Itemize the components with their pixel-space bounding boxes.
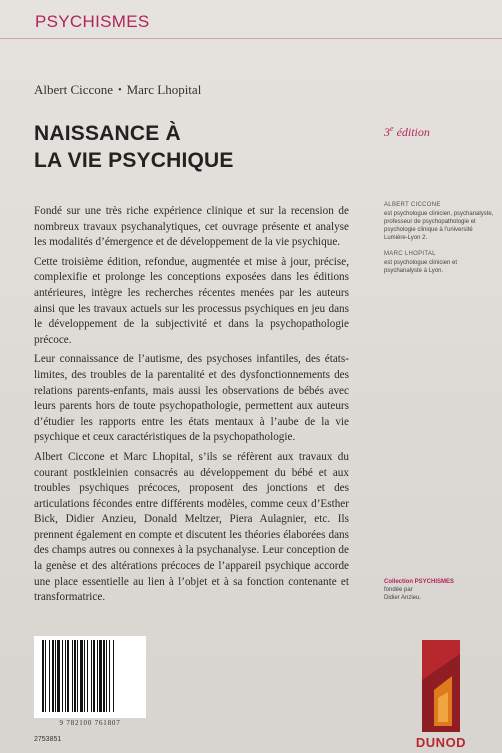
series-divider — [0, 38, 502, 39]
bio-description: est psychologue clinicien, psychanalyste, professeur de psychopathologie et psychologie clinique à l’université Lumière-Lyon 2. — [384, 211, 494, 241]
book-title — [34, 120, 234, 174]
barcode — [34, 636, 146, 718]
title-line-1: NAISSANCE À — [34, 122, 181, 145]
bio-description: est psychologue clinicien et psychanalyste à Lyon. — [384, 260, 458, 274]
title-line-2: LA VIE PSYCHIQUE — [34, 149, 234, 172]
barcode-bars — [40, 640, 140, 714]
reference-code: 2753851 — [34, 736, 62, 743]
edition-suffix: e — [390, 124, 394, 133]
author-bios — [384, 201, 494, 283]
edition-word: édition — [393, 125, 430, 139]
collection-label: Collection PSYCHISMES — [384, 579, 455, 585]
blurb-paragraph: Cette troisième édition, refondue, augmentée et mise à jour, précise, complexifie et prolonge les conceptions exposées dans les éditions antérieures, intègre les recherches récentes menées par les auteurs ainsi que les travaux actuels sur les processus psychiques en jeu dans le développement de la subjectivité et dans la psychopathologie précoce. — [34, 255, 349, 346]
collection-info — [384, 578, 494, 602]
barcode-number: 9 782100 761807 — [59, 719, 121, 727]
blurb-paragraph: Fondé sur une très riche expérience clinique et sur la recension de nombreux travaux psychanalytiques, cet ouvrage présente et analyse les modalités d’émergence et de développement de la vie psychique. — [34, 205, 349, 249]
edition-number: 3 — [384, 125, 390, 139]
series-name: PSYCHISMES — [35, 12, 150, 31]
blurb-paragraph: Albert Ciccone et Marc Lhopital, s’ils se réfèrent aux travaux du courant postkleinien consacrés au développement du bébé et aux troubles psychiques précoces, proposent des jonctions et des articulations fécondes entre différents modèles, comme ceux d’Esther Bick, Didier Anzieu, Donald Meltzer, Piera Aulagnier, etc. Ils prennent également en compte et discutent les théories élaborées dans des champs autres ou connexes à la psychanalyse. Leur conception de la genèse et des altérations précoces de l’appareil psychique accorde une place essentielle au lien à l’objet et à sa fonction contenante et transformatrice. — [34, 450, 349, 604]
blurb — [34, 204, 349, 610]
blurb-paragraph: Leur connaissance de l’autisme, des psychoses infantiles, des états-limites, des troubles de la parentalité et des dysfonctionnements des relations parents-enfants, mais aussi les observations de bébés avec leurs parents hors de toute psychopathologie, permettent aux auteurs d’étudier les rapports entre les états mentaux à l’aube de la vie psychique et ceux caractéristiques de la psychopathologie. — [34, 353, 349, 444]
edition-label — [384, 124, 430, 140]
collection-founded: fondée par — [384, 587, 413, 593]
author-separator: • — [118, 85, 122, 96]
publisher-name: DUNOD — [415, 735, 467, 750]
author-first: Albert Ciccone — [34, 82, 114, 97]
author-second: Marc Lhopital — [126, 82, 202, 97]
bio-name: MARC LHOPITAL — [384, 251, 436, 257]
authors — [34, 82, 201, 98]
collection-founder: Didier Anzieu. — [384, 595, 422, 601]
bio-name: ALBERT CICCONE — [384, 202, 441, 208]
